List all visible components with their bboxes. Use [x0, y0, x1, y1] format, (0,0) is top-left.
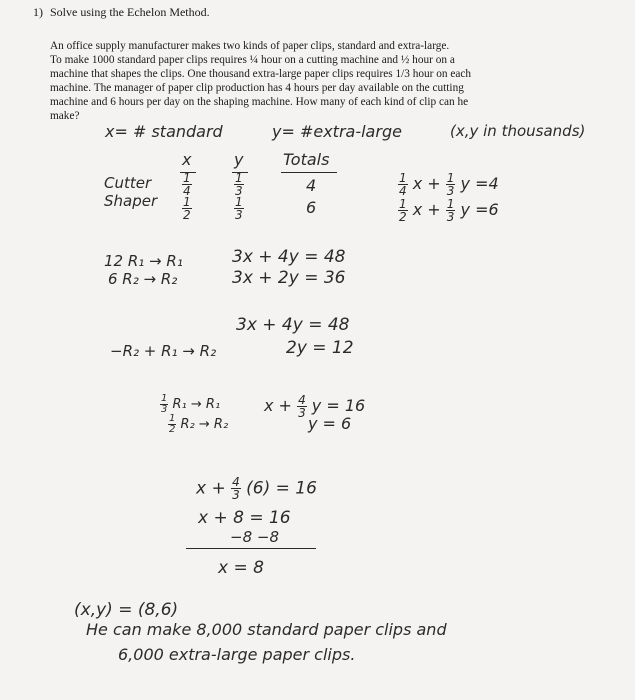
sys2-mid: x + — [412, 200, 441, 219]
substitution-eq2: x + 8 = 16 — [198, 508, 291, 528]
shaper-x: $\frac{1}{2}$ — [183, 195, 191, 222]
step3-op1: $\frac{1}{3}$ R₁ → R₁ — [161, 393, 221, 415]
sub-b: (6) = 16 — [246, 478, 317, 499]
table-row-shaper: Shaper — [104, 192, 158, 210]
table-row-cutter: Cutter — [104, 174, 152, 192]
step1-eq2: 3x + 2y = 36 — [232, 268, 346, 288]
step3-eq1-b: y = 16 — [311, 396, 366, 415]
step3-eq1-a: x + — [264, 396, 292, 415]
problem-number: 1) — [33, 5, 43, 19]
problem-line-3: machine that shapes the clips. One thousand extra-large paper clips requires 1/3 hour on each — [50, 68, 472, 80]
problem-line-4: machine. The manager of paper clip production has 4 hours per day available on the cutting — [50, 82, 464, 94]
def-x: x= # standard — [105, 122, 223, 141]
step3-op2-text: R₂ → R₂ — [180, 417, 229, 432]
col-totals-underline — [281, 172, 337, 173]
def-y: y= #extra-large — [272, 122, 402, 141]
cutter-x: $\frac{1}{4}$ — [183, 171, 191, 198]
table-col-y: y — [234, 150, 244, 169]
conclusion-line-2: 6,000 extra-large paper clips. — [118, 645, 356, 664]
table-col-x: x — [182, 150, 192, 169]
shaper-total: 6 — [306, 198, 317, 217]
shaper-y: $\frac{1}{3}$ — [235, 195, 243, 222]
problem-line-5: machine and 6 hours per day on the shaping machine. How many of each kind of clip can he — [50, 96, 469, 108]
table-col-totals: Totals — [283, 150, 330, 169]
cutter-y: $\frac{1}{3}$ — [235, 171, 243, 198]
problem-line-2: To make 1000 standard paper clips requires ¼ hour on a cutting machine and ½ hour on a — [50, 54, 455, 66]
step2-eq2: 2y = 12 — [286, 338, 354, 358]
step3-op2: $\frac{1}{2}$ R₂ → R₂ — [169, 413, 229, 435]
conclusion-line-1: He can make 8,000 standard paper clips and — [86, 620, 447, 639]
subtraction-rule — [186, 548, 316, 549]
cutter-total: 4 — [306, 176, 317, 195]
step3-op1-text: R₁ → R₁ — [172, 397, 221, 412]
substitution-eq: x + $\frac{4}{3}$ (6) = 16 — [196, 475, 317, 502]
solution-pair: (x,y) = (8,6) — [74, 600, 179, 620]
problem-instruction: Solve using the Echelon Method. — [50, 5, 210, 19]
substitution-subtract: −8 −8 — [230, 528, 279, 546]
sys2-end: y =6 — [460, 200, 499, 219]
def-note: (x,y in thousands) — [450, 122, 586, 140]
step3-eq2: y = 6 — [308, 414, 352, 433]
step1-op2: 6 R₂ → R₂ — [108, 270, 178, 288]
solution-x: x = 8 — [218, 558, 264, 578]
step3-eq1: x + $\frac{4}{3}$ y = 16 — [264, 393, 366, 420]
system-eq-1: $\frac{1}{4}$ x + $\frac{1}{3}$ y =4 — [399, 171, 499, 198]
problem-line-6: make? — [50, 110, 80, 122]
step1-op1: 12 R₁ → R₁ — [104, 252, 183, 270]
sys1-mid: x + — [412, 174, 441, 193]
sub-a: x + — [196, 478, 226, 499]
problem-line-1: An office supply manufacturer makes two kinds of paper clips, standard and extra-large. — [50, 40, 450, 52]
step2-eq1: 3x + 4y = 48 — [236, 315, 350, 335]
step2-op: −R₂ + R₁ → R₂ — [110, 342, 217, 360]
sys1-end: y =4 — [460, 174, 499, 193]
step1-eq1: 3x + 4y = 48 — [232, 247, 346, 267]
system-eq-2: $\frac{1}{2}$ x + $\frac{1}{3}$ y =6 — [399, 197, 499, 224]
